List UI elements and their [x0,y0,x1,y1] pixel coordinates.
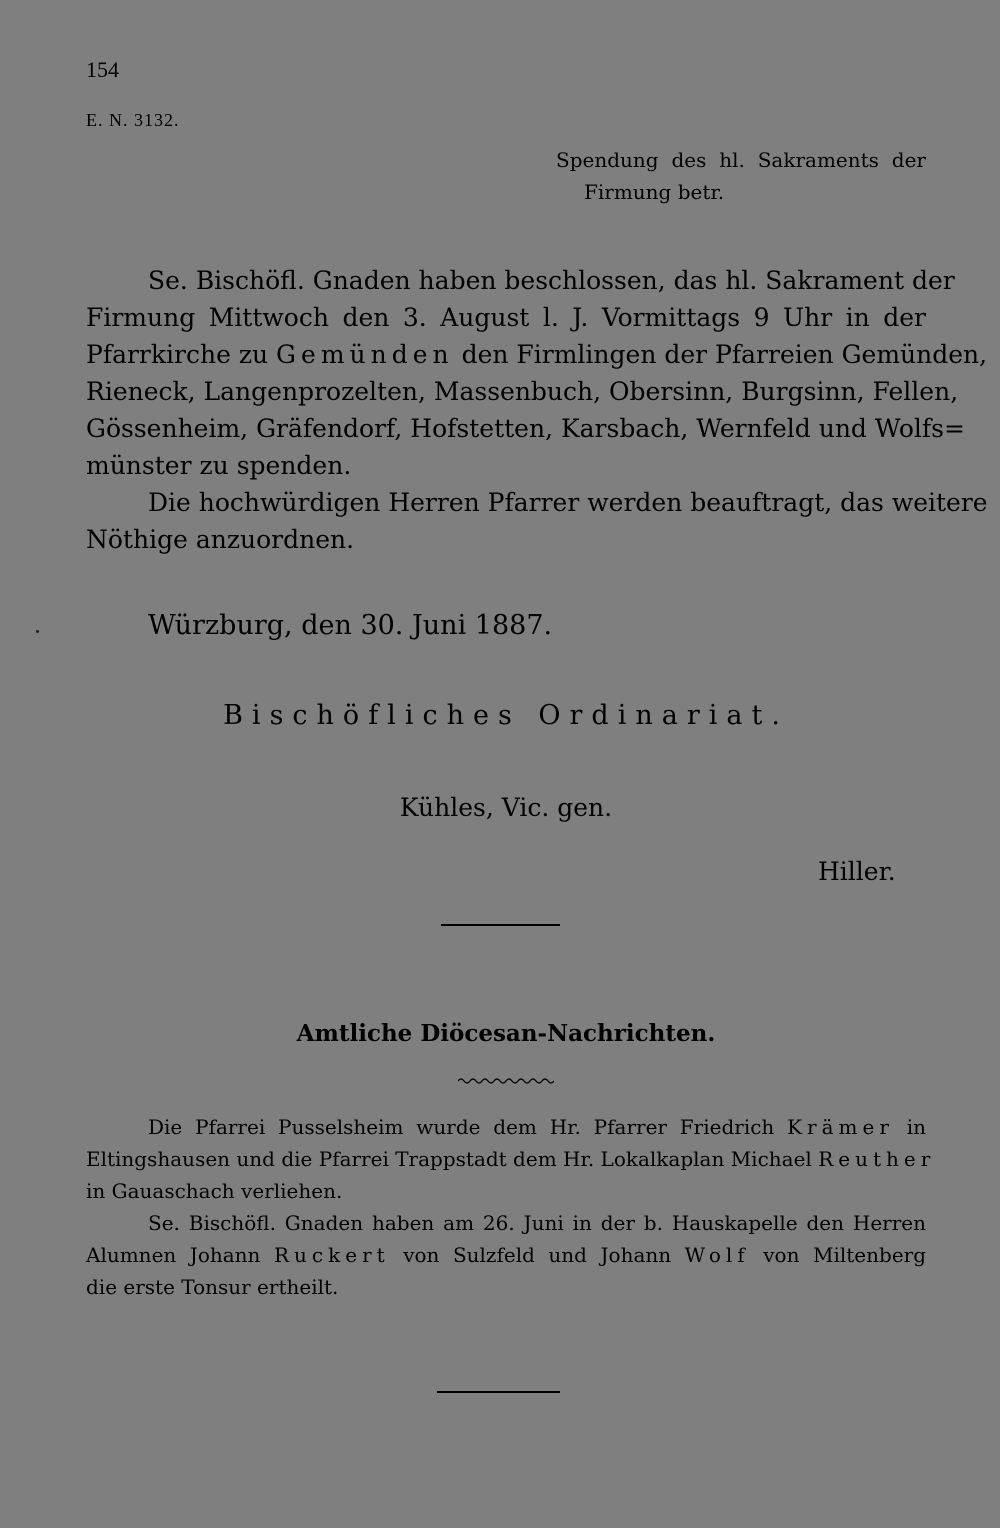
text-line: die erste Tonsur ertheilt. [86,1275,339,1299]
emphasized-place: Gemünden [276,340,454,369]
text-line: Se. Bischöfl. Gnaden haben beschlossen, das hl. Sakrament der [148,266,955,295]
text-segment: Pfarrkirche zu [86,340,269,369]
emphasized-name: Ruckert [273,1243,390,1267]
text-line: Gössenheim, Gräfendorf, Hofstetten, Karsbach, Wernfeld und Wolfs= [86,414,965,443]
emphasized-name: Reuther [818,1147,936,1171]
text-line [86,1143,936,1175]
section-divider [437,1391,560,1393]
document-reference: E. N. 3132. [86,110,180,130]
emphasized-name: Krämer [787,1115,894,1139]
text-line: Nöthige anzuordnen. [86,525,355,554]
subject-note [556,144,926,208]
text-segment: von Sulzfeld und Johann [403,1243,672,1267]
text-segment: den Firmlingen der Pfarreien Gemünden, [461,340,988,369]
text-segment: Eltingshausen und die Pfarrei Trappstadt dem Hr. Lokalkaplan Michael [86,1147,812,1171]
date-line: Würzburg, den 30. Juni 1887. [148,610,553,641]
text-line [86,1111,926,1143]
emphasized-name: Wolf [684,1243,750,1267]
text-segment: Die Pfarrei Pusselsheim wurde dem Hr. Pfarrer Friedrich [148,1115,775,1139]
page-number: 154 [86,57,119,82]
subject-line: Spendung des hl. Sakraments der [556,148,926,172]
section-divider [441,924,560,926]
news-body [86,1111,936,1303]
section-title: Amtliche Diöcesan-Nachrichten. [296,1020,716,1047]
text-segment: in [906,1115,926,1139]
issuer: Bischöfliches Ordinariat. [223,700,789,731]
speck-mark [36,630,39,633]
text-line [86,1239,926,1271]
text-line: Die hochwürdigen Herren Pfarrer werden beauftragt, das weitere [148,488,988,517]
announcement-body [86,262,988,558]
signer: Kühles, Vic. gen. [399,793,613,822]
secretary-signature: Hiller. [818,857,896,886]
text-line: in Gauaschach verliehen. [86,1179,343,1203]
text-line [86,336,988,373]
text-line: münster zu spenden. [86,451,352,480]
text-segment: von Miltenberg [763,1243,927,1267]
text-line: Firmung Mittwoch den 3. August l. J. Vormittags 9 Uhr in der [86,303,926,332]
subject-line: Firmung betr. [584,180,725,204]
text-segment: Alumnen Johann [86,1243,261,1267]
wavy-ornament [458,1076,554,1086]
text-line: Se. Bischöfl. Gnaden haben am 26. Juni in der b. Hauskapelle den Herren [148,1211,926,1235]
text-line: Rieneck, Langenprozelten, Massenbuch, Obersinn, Burgsinn, Fellen, [86,377,959,406]
